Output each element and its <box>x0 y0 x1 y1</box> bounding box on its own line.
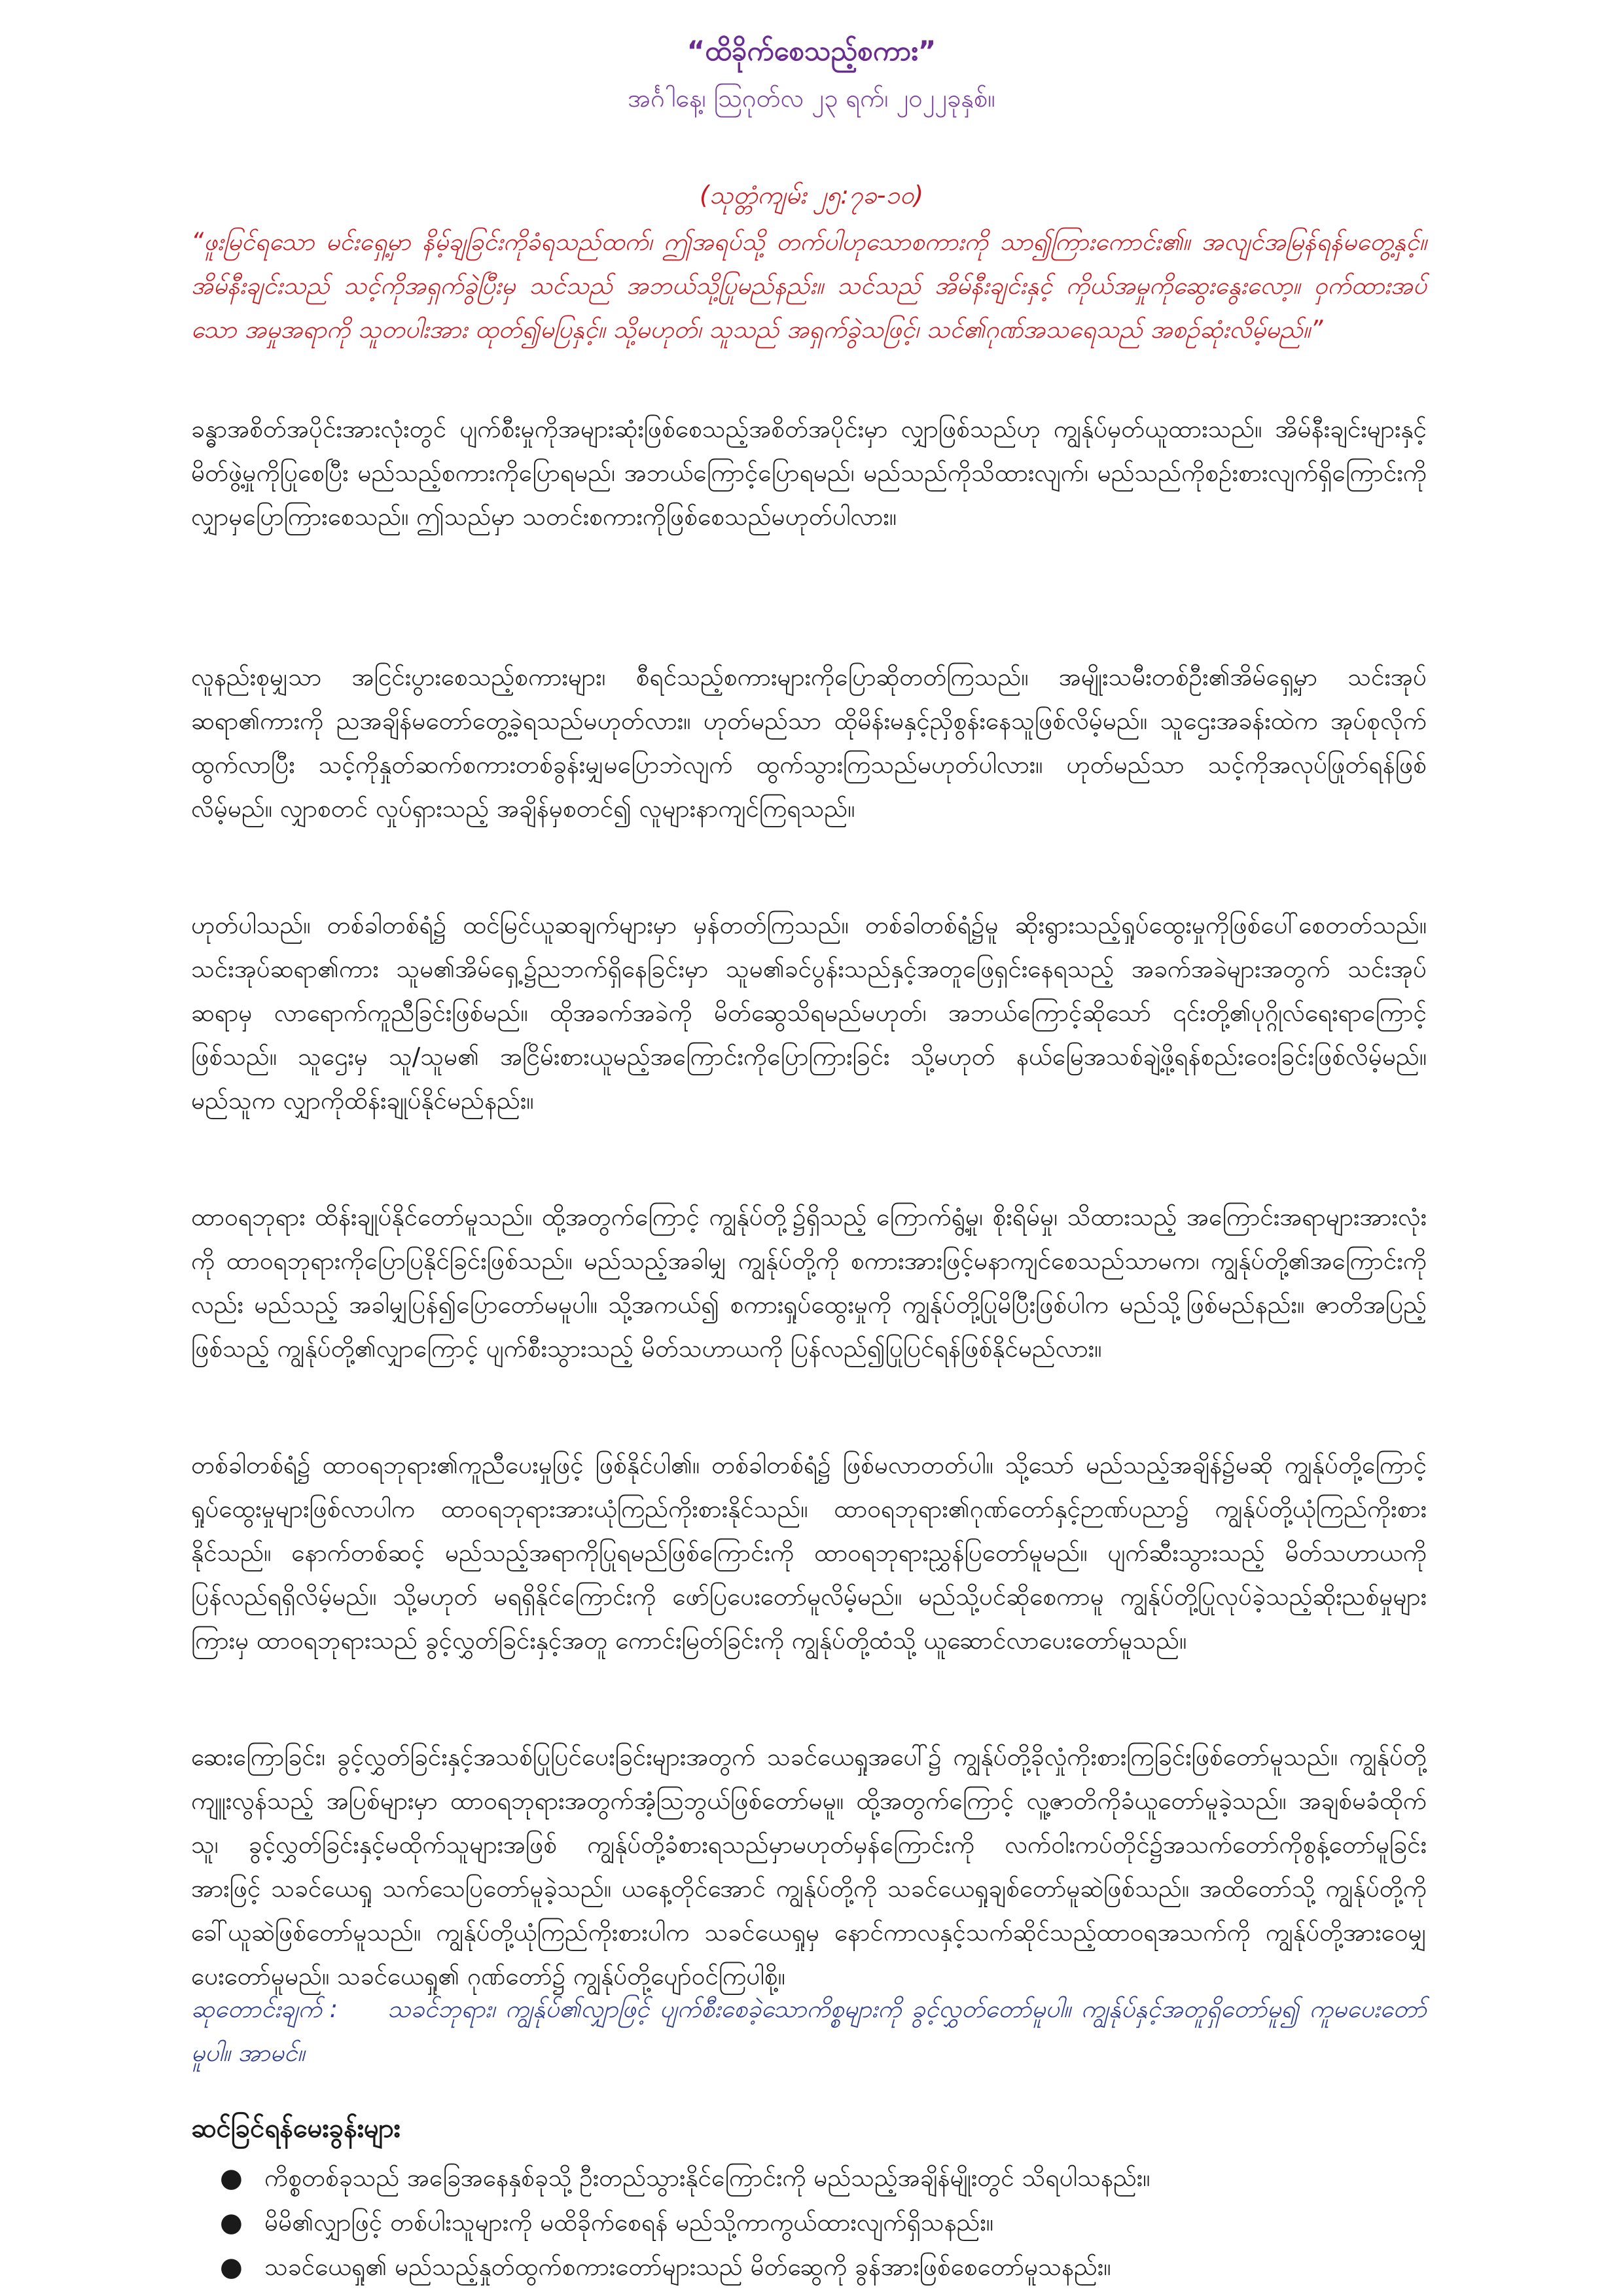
question-text: မိမိ၏လျှာဖြင့် တစ်ပါးသူများကို မထိခိုက်စေရန် မည်သို့ကာကွယ်ထားလျက်ရှိသနည်း။ <box>264 2208 993 2236</box>
list-item <box>191 2246 1427 2288</box>
paragraph-3: ဟုတ်ပါသည်။ တစ်ခါတစ်ရံ၌ ထင်မြင်ယူဆချက်များမှာ မှန်တတ်ကြသည်။ တစ်ခါတစ်ရံ၌မူ ဆိုးရွားသည့်ရှုပ်ထွေးမှုကိုဖြစ်ပေါ်စေတတ်သည်။ သင်းအုပ်ဆရာ၏ကား သူမ၏အိမ်ရှေ့၌ညဘက်ရှိနေခြင်းမှာ သူမ၏ခင်ပွန်းသည်နှင့်အတူဖြေရှင်းနေရသည့် အခက်အခဲများအတွက် သင်းအုပ်ဆရာမှ လာရောက်ကူညီခြင်းဖြစ်မည်။ ထိုအခက်အခဲကို မိတ်ဆွေသိရမည်မဟုတ်၊ အဘယ်ကြောင့်ဆိုသော် ၎င်းတို့၏ပုဂ္ဂိုလ်ရေးရာကြောင့်ဖြစ်သည်။ သူဌေးမှ သူ/သူမ၏ အငြိမ်းစားယူမည့်အကြောင်းကိုပြောကြားခြင်း သို့မဟုတ် နယ်မြေအသစ်ချဲ့ဖို့ရန်စည်းဝေးခြင်းဖြစ်လိမ့်မည်။ မည်သူက လျှာကိုထိန်းချုပ်နိုင်မည်နည်း။ <box>191 911 1427 1115</box>
page-title: “ထိခိုက်စေသည့်စကား” <box>687 35 936 67</box>
scripture-reference: (သုတ္တံကျမ်း ၂၅:၇ခ-၁၀) <box>699 181 924 209</box>
scripture-quote: “ဖူးမြင်ရသော မင်းရှေ့မှာ နိမ့်ချခြင်းကိုခံရသည်ထက်၊ ဤအရပ်သို့ တက်ပါဟုသောစကားကို သာ၍ကြားကောင်း၏။ အလျင်အမြန်ရန်မတွေ့နှင့်။ အိမ်နီးချင်းသည် သင့်ကိုအရှက်ခွဲပြီးမှ သင်သည် အဘယ်သို့ပြုမည်နည်း။ သင်သည် အိမ်နီးချင်းနှင့် ကိုယ်အမှုကိုဆွေးနွေးလော့။ ဝှက်ထားအပ်သော အမှုအရာကို သူတပါးအား ထုတ်၍မပြနှင့်။ သို့မဟုတ်၊ သူသည် အရှက်ခွဲသဖြင့်၊ သင်၏ဂုဏ်အသရေသည် အစဉ်ဆုံးလိမ့်မည်။” <box>191 228 1427 344</box>
paragraph-2: လူနည်းစုမျှသာ အငြင်းပွားစေသည့်စကားများ၊ စီရင်သည့်စကားများကိုပြောဆိုတတ်ကြသည်။ အမျိုးသမီးတစ်ဦး၏အိမ်ရှေ့မှာ သင်းအုပ်ဆရာ၏ကားကို ညအချိန်မတော်တွေ့ခဲ့ရသည်မဟုတ်လား။ ဟုတ်မည်သာ ထိုမိန်းမနှင့်ညှိစွန်းနေသူဖြစ်လိမ့်မည်။ သူဌေးအခန်းထဲက အုပ်စုလိုက်ထွက်လာပြီး သင့်ကိုနှုတ်ဆက်စကားတစ်ခွန်းမျှမပြောဘဲလျက် ထွက်သွားကြသည်မဟုတ်ပါလား။ ဟုတ်မည်သာ သင့်ကိုအလုပ်ဖြုတ်ရန်ဖြစ်လိမ့်မည်။ လျှာစတင် လှုပ်ရှားသည့် အချိန်မှစတင်၍ လူများနာကျင်ကြရသည်။ <box>191 663 1427 823</box>
paragraph-5: တစ်ခါတစ်ရံ၌ ထာဝရဘုရား၏ကူညီပေးမှုဖြင့် ဖြစ်နိုင်ပါ၏။ တစ်ခါတစ်ရံ၌ ဖြစ်မလာတတ်ပါ။ သို့သော် မည်သည့်အချိန်၌မဆို ကျွန်ုပ်တို့ကြောင့် ရှုပ်ထွေးမှုများဖြစ်လာပါက ထာဝရဘုရားအားယုံကြည်ကိုးစားနိုင်သည်။ ထာဝရဘုရား၏ဂုဏ်တော်နှင့်ဉာဏ်ပညာ၌ ကျွန်ုပ်တို့ယုံကြည်ကိုးစားနိုင်သည်။ နောက်တစ်ဆင့် မည်သည့်အရာကိုပြုရမည်ဖြစ်ကြောင်းကို ထာဝရဘုရားညွှန်ပြတော်မူမည်။ ပျက်ဆီးသွားသည့် မိတ်သဟာယကို ပြန်လည်ရရှိလိမ့်မည်။ သို့မဟုတ် မရရှိနိုင်ကြောင်းကို ဖော်ပြပေးတော်မူလိမ့်မည်။ မည်သို့ပင်ဆိုစေကာမူ ကျွန်ုပ်တို့ပြုလုပ်ခဲ့သည့်ဆိုးညစ်မှုများကြားမှ ထာဝရဘုရားသည် ခွင့်လွှတ်ခြင်းနှင့်အတူ ကောင်းမြတ်ခြင်းကို ကျွန်ုပ်တို့ထံသို့ ယူဆောင်လာပေးတော်မူသည်။ <box>191 1451 1427 1655</box>
bullet-icon: ● <box>220 2163 243 2193</box>
date-line: အင်္ဂါနေ့၊ ဩဂုတ်လ ၂၃ ရက်၊ ၂၀၂၂ခုနှစ်။ <box>628 84 995 113</box>
prayer-label: ဆုတောင်းချက် : <box>191 1995 338 2023</box>
questions-heading: ဆင်ခြင်ရန်မေးခွန်းများ <box>191 2113 401 2144</box>
prayer-text: သခင်ဘုရား၊ ကျွန်ုပ်၏လျှာဖြင့် ပျက်စီးစေခဲ့သောကိစ္စများကို ခွင့်လွှတ်တော်မူပါ။ ကျွန်ုပ်နှင့်အတူရှိတော်မူ၍ ကူမပေးတော်မူပါ။ အာမင်။ <box>191 1995 1427 2067</box>
paragraph-4: ထာဝရဘုရား ထိန်းချုပ်နိုင်တော်မူသည်။ ထို့အတွက်ကြောင့် ကျွန်ုပ်တို့၌ရှိသည့် ကြောက်ရွံ့မှု၊ စိုးရိမ်မှု၊ သိထားသည့် အကြောင်းအရာများအားလုံးကို ထာဝရဘုရားကိုပြောပြနိုင်ခြင်းဖြစ်သည်။ မည်သည့်အခါမျှ ကျွန်ုပ်တို့ကို စကားအားဖြင့်မနာကျင်စေသည်သာမက၊ ကျွန်ုပ်တို့၏အကြောင်းကိုလည်း မည်သည့် အခါမျှပြန်၍ပြောတော်မမူပါ။ သို့အကယ်၍ စကားရှုပ်ထွေးမှုကို ကျွန်ုပ်တို့ပြုမိပြီးဖြစ်ပါက မည်သို့ဖြစ်မည်နည်း။ ဇာတိအပြည့်ဖြစ်သည့် ကျွန်ုပ်တို့၏လျှာကြောင့် ပျက်စီးသွားသည့် မိတ်သဟာယကို ပြန်လည်၍ပြုပြင်ရန်ဖြစ်နိုင်မည်လား။ <box>191 1203 1427 1363</box>
paragraph-6: ဆေးကြောခြင်း၊ ခွင့်လွှတ်ခြင်းနှင့်အသစ်ပြုပြင်ပေးခြင်းများအတွက် သခင်ယေရှုအပေါ်၌ ကျွန်ုပ်တို့ခိုလှုံကိုးစားကြခြင်းဖြစ်တော်မူသည်။ ကျွန်ုပ်တို့ကျူးလွန်သည့် အပြစ်များမှာ ထာဝရဘုရားအတွက်အံ့သြဘွယ်ဖြစ်တော်မမူ။ ထို့အတွက်ကြောင့် လူ့ဇာတိကိုခံယူတော်မူခဲ့သည်။ အချစ်မခံထိုက်သူ၊ ခွင့်လွှတ်ခြင်းနှင့်မထိုက်သူများအဖြစ် ကျွန်ုပ်တို့ခံစားရသည်မှာမဟုတ်မှန်ကြောင်းကို လက်ဝါးကပ်တိုင်၌အသက်တော်ကိုစွန့်တော်မူခြင်းအားဖြင့် သခင်ယေရှု သက်သေပြတော်မူခဲ့သည်။ ယနေ့တိုင်အောင် ကျွန်ုပ်တို့ကို သခင်ယေရှုချစ်တော်မူဆဲဖြစ်သည်။ အထိတော်သို့ ကျွန်ုပ်တို့ကိုခေါ်ယူဆဲဖြစ်တော်မူသည်။ ကျွန်ုပ်တို့ယုံကြည်ကိုးစားပါက သခင်ယေရှုမှ နောင်ကာလနှင့်သက်ဆိုင်သည့်ထာဝရအသက်ကို ကျွန်ုပ်တို့အားဝေမျှပေးတော်မူမည်။ သခင်ယေရှု၏ ဂုဏ်တော်၌ ကျွန်ုပ်တို့ပျော်ဝင်ကြပါစို့။ <box>191 1743 1427 1990</box>
bullet-icon: ● <box>220 2252 243 2282</box>
bullet-icon: ● <box>220 2208 243 2238</box>
list-item <box>191 2202 1427 2244</box>
question-text: သခင်ယေရှု၏ မည်သည့်နှုတ်ထွက်စကားတော်များသည် မိတ်ဆွေကို ခွန်အားဖြစ်စေတော်မူသနည်း။ <box>264 2253 1111 2281</box>
questions-list <box>191 2157 1427 2291</box>
prayer <box>191 1987 1427 2075</box>
question-text: ကိစ္စတစ်ခုသည် အခြေအနေနှစ်ခုသို့ ဦးတည်သွားနိုင်ကြောင်းကို မည်သည့်အချိန်မျိုးတွင် သိရပါသနည်း။ <box>264 2164 1150 2192</box>
list-item <box>191 2157 1427 2199</box>
paragraph-1: ခန္ဓာအစိတ်အပိုင်းအားလုံးတွင် ပျက်စီးမှုကိုအများဆုံးဖြစ်စေသည့်အစိတ်အပိုင်းမှာ လျှာဖြစ်သည်ဟု ကျွန်ုပ်မှတ်ယူထားသည်။ အိမ်နီးချင်းများနှင့်မိတ်ဖွဲ့မှုကိုပြုစေပြီး မည်သည့်စကားကိုပြောရမည်၊ အဘယ်ကြောင့်ပြောရမည်၊ မည်သည်ကိုသိထားလျက်၊ မည်သည်ကိုစဉ်းစားလျက်ရှိကြောင်းကို လျှာမှပြောကြားစေသည်။ ဤသည်မှာ သတင်းစကားကိုဖြစ်စေသည်မဟုတ်ပါလား။ <box>191 415 1427 531</box>
